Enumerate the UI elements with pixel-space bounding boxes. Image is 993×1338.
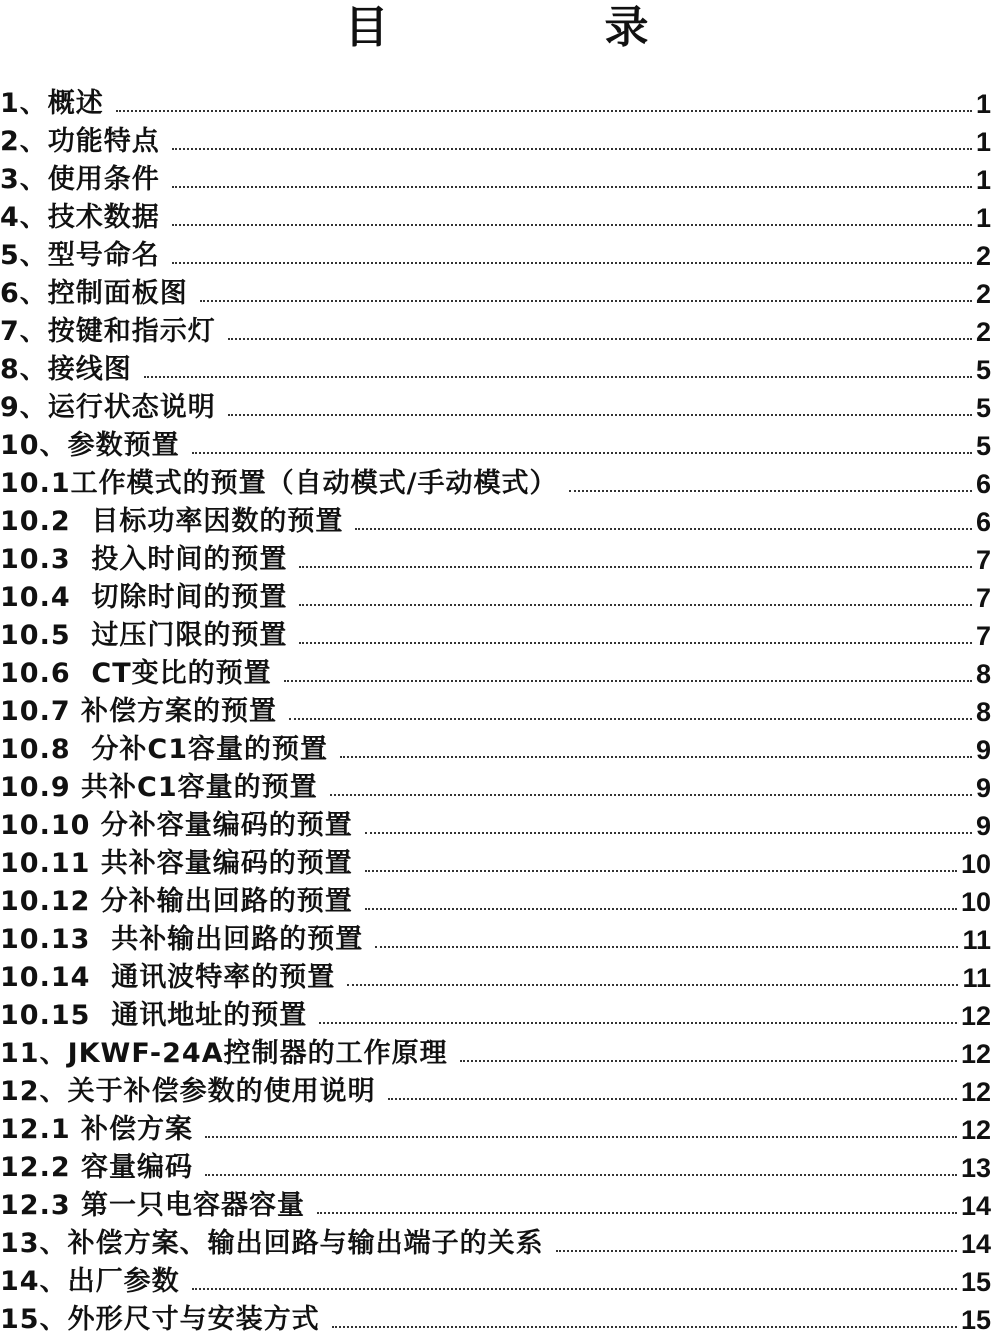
toc-entry-page-number: 12: [960, 1077, 991, 1107]
toc-entry-label: 10.11 共补容量编码的预置: [0, 848, 353, 879]
dot-leader: [330, 794, 972, 796]
toc-entry-page-number: 14: [960, 1229, 991, 1259]
toc-entry-page-number: 12: [960, 1115, 991, 1145]
toc-entry-page-number: 2: [975, 317, 991, 347]
toc-entry[interactable]: [0, 198, 993, 236]
toc-entry-label: 10.8 分补C1容量的预置: [0, 734, 329, 765]
toc-entry-label: 12.3 第一只电容器容量: [0, 1190, 306, 1221]
toc-entry-page-number: 7: [975, 621, 991, 651]
toc-entry-page-number: 8: [975, 659, 991, 689]
toc-entry-label: 13、补偿方案、输出回路与输出端子的关系: [0, 1228, 544, 1259]
dot-leader: [200, 300, 972, 302]
toc-entry[interactable]: [0, 502, 993, 540]
toc-entry-page-number: 1: [975, 165, 991, 195]
toc-entry[interactable]: [0, 616, 993, 654]
toc-entry[interactable]: [0, 540, 993, 578]
toc-entry-label: 1、概述: [0, 88, 104, 119]
dot-leader: [355, 528, 972, 530]
toc-entry-label: 10.12 分补输出回路的预置: [0, 886, 353, 917]
toc-entry[interactable]: [0, 996, 993, 1034]
toc-entry[interactable]: [0, 806, 993, 844]
toc-entry[interactable]: [0, 350, 993, 388]
toc-entry-label: 10.6 CT变比的预置: [0, 658, 272, 689]
toc-entry[interactable]: [0, 730, 993, 768]
toc-entry-page-number: 11: [962, 925, 991, 955]
toc-entry-label: 10.1工作模式的预置（自动模式/手动模式）: [0, 468, 558, 499]
toc-entry-label: 7、按键和指示灯: [0, 316, 216, 347]
dot-leader: [228, 338, 972, 340]
dot-leader: [347, 984, 958, 986]
toc-entry-page-number: 10: [960, 849, 991, 879]
toc-entry-page-number: 14: [960, 1191, 991, 1221]
dot-leader: [228, 414, 972, 416]
dot-leader: [172, 148, 972, 150]
toc-entry[interactable]: [0, 958, 993, 996]
toc-entry[interactable]: [0, 1300, 993, 1338]
toc-entry-label: 10.3 投入时间的预置: [0, 544, 288, 575]
toc-entry[interactable]: [0, 882, 993, 920]
toc-entry[interactable]: [0, 1186, 993, 1224]
toc-entry[interactable]: [0, 692, 993, 730]
toc-entry-page-number: 5: [975, 355, 991, 385]
toc-entry[interactable]: [0, 84, 993, 122]
toc-entry[interactable]: [0, 236, 993, 274]
dot-leader: [460, 1060, 957, 1062]
dot-leader: [192, 1288, 957, 1290]
toc-entry-page-number: 6: [975, 507, 991, 537]
toc-entry-page-number: 2: [975, 279, 991, 309]
dot-leader: [172, 224, 972, 226]
dot-leader: [388, 1098, 957, 1100]
toc-entry[interactable]: [0, 654, 993, 692]
toc-entry-page-number: 2: [975, 241, 991, 271]
dot-leader: [144, 376, 972, 378]
toc-entry[interactable]: [0, 122, 993, 160]
toc-entry-page-number: 12: [960, 1001, 991, 1031]
toc-entry[interactable]: [0, 1262, 993, 1300]
dot-leader: [332, 1326, 957, 1328]
dot-leader: [365, 870, 957, 872]
toc-entry-page-number: 6: [975, 469, 991, 499]
toc-entry-label: 10.5 过压门限的预置: [0, 620, 288, 651]
toc-entry-page-number: 5: [975, 431, 991, 461]
toc-entry-label: 10.7 补偿方案的预置: [0, 696, 278, 727]
dot-leader: [365, 832, 972, 834]
toc-entry-label: 14、出厂参数: [0, 1266, 180, 1297]
toc-entry-page-number: 5: [975, 393, 991, 423]
dot-leader: [317, 1212, 957, 1214]
toc-entry-page-number: 11: [962, 963, 991, 993]
dot-leader: [116, 110, 972, 112]
dot-leader: [205, 1136, 957, 1138]
toc-entry-label: 10、参数预置: [0, 430, 180, 461]
toc-entry-label: 12.2 容量编码: [0, 1152, 194, 1183]
toc-entry-page-number: 13: [960, 1153, 991, 1183]
toc-list: [0, 84, 993, 1338]
toc-entry-label: 10.15 通讯地址的预置: [0, 1000, 308, 1031]
toc-entry[interactable]: [0, 1224, 993, 1262]
toc-entry[interactable]: [0, 160, 993, 198]
toc-entry-page-number: 7: [975, 545, 991, 575]
dot-leader: [340, 756, 972, 758]
dot-leader: [172, 186, 972, 188]
toc-entry-label: 10.13 共补输出回路的预置: [0, 924, 364, 955]
dot-leader: [205, 1174, 957, 1176]
toc-entry-page-number: 7: [975, 583, 991, 613]
toc-entry[interactable]: [0, 1072, 993, 1110]
dot-leader: [192, 452, 972, 454]
page-title: 目 录: [344, 2, 735, 53]
toc-entry[interactable]: [0, 920, 993, 958]
toc-entry[interactable]: [0, 768, 993, 806]
toc-entry[interactable]: [0, 426, 993, 464]
toc-entry[interactable]: [0, 312, 993, 350]
toc-entry-page-number: 15: [960, 1267, 991, 1297]
toc-entry[interactable]: [0, 578, 993, 616]
toc-entry[interactable]: [0, 274, 993, 312]
dot-leader: [319, 1022, 957, 1024]
toc-entry-page-number: 9: [975, 773, 991, 803]
dot-leader: [289, 718, 972, 720]
dot-leader: [365, 908, 957, 910]
toc-entry-page-number: 8: [975, 697, 991, 727]
toc-entry-page-number: 9: [975, 811, 991, 841]
toc-entry-label: 4、技术数据: [0, 202, 160, 233]
dot-leader: [284, 680, 972, 682]
toc-entry[interactable]: [0, 464, 993, 502]
dot-leader: [375, 946, 958, 948]
toc-entry-page-number: 1: [975, 203, 991, 233]
toc-entry[interactable]: [0, 844, 993, 882]
toc-entry-label: 2、功能特点: [0, 126, 160, 157]
toc-entry-label: 12、关于补偿参数的使用说明: [0, 1076, 376, 1107]
toc-entry-label: 11、JKWF-24A控制器的工作原理: [0, 1038, 448, 1069]
toc-entry[interactable]: [0, 1148, 993, 1186]
toc-entry-label: 12.1 补偿方案: [0, 1114, 194, 1145]
dot-leader: [556, 1250, 957, 1252]
dot-leader: [299, 642, 972, 644]
toc-entry-label: 10.2 目标功率因数的预置: [0, 506, 344, 537]
toc-entry-label: 6、控制面板图: [0, 278, 188, 309]
toc-entry-label: 15、外形尺寸与安装方式: [0, 1304, 320, 1335]
dot-leader: [299, 566, 972, 568]
toc-entry-label: 10.10 分补容量编码的预置: [0, 810, 353, 841]
toc-entry-page-number: 9: [975, 735, 991, 765]
toc-entry-page-number: 1: [975, 127, 991, 157]
toc-entry-label: 8、接线图: [0, 354, 132, 385]
toc-entry-label: 3、使用条件: [0, 164, 160, 195]
toc-entry-label: 9、运行状态说明: [0, 392, 216, 423]
toc-entry-label: 10.9 共补C1容量的预置: [0, 772, 318, 803]
toc-entry-page-number: 10: [960, 887, 991, 917]
dot-leader: [569, 490, 971, 492]
toc-entry[interactable]: [0, 388, 993, 426]
toc-entry-page-number: 1: [975, 89, 991, 119]
toc-entry-page-number: 15: [960, 1305, 991, 1335]
toc-entry[interactable]: [0, 1110, 993, 1148]
toc-entry-label: 10.4 切除时间的预置: [0, 582, 288, 613]
toc-entry-label: 10.14 通讯波特率的预置: [0, 962, 336, 993]
toc-entry-label: 5、型号命名: [0, 240, 160, 271]
toc-entry[interactable]: [0, 1034, 993, 1072]
dot-leader: [299, 604, 972, 606]
dot-leader: [172, 262, 972, 264]
toc-entry-page-number: 12: [960, 1039, 991, 1069]
